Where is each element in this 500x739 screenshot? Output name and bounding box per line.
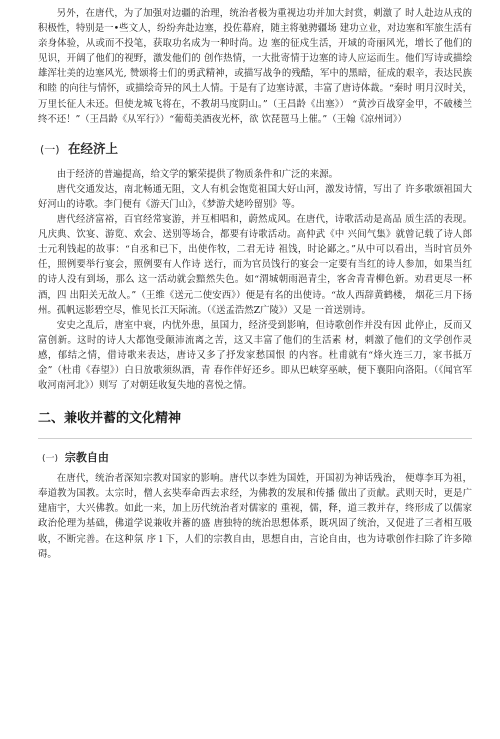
section-number: (一): [40, 142, 60, 156]
paragraph: 由于经济的普遍提高，给文学的繁荣提供了物质条件和广泛的来源。: [56, 168, 339, 180]
economy-section: [38, 167, 472, 393]
section-title: 宗教自由: [64, 451, 109, 465]
paragraph: 唐代交通发达，南北畅通无阻，文人有机会饱览祖国大好山河，激发诗情，写出了 许多歌颂祖国大好河山的诗歌。李门便有《游天门山》，《梦游犬姥吟留别》等。: [38, 183, 472, 210]
paragraph: 安史之乱后，唐室中衰，内忧外患，虽国力，经济受到影响，但诗歌创作并没有因 此停止，反而又富创新。这时的诗人大都饱受颠沛流离之苦，这又丰富了他们的生活素 材，刺激了他们的文学创作灵感，郁结之情，借诗歌来表达，唐诗又多了抒发家愁国恨 的内容。杜甫就有“烽火连三刀，家书抵万金”（杜甫《春望》）白日放歌须纵酒，青 春作伴好还乡。即从巴峡穿巫峡，便下襄阳向洛阳。（《闻官军收河南河北》）则写 了对朝廷收复失地的喜悦之情。: [38, 319, 472, 392]
paragraph: 唐代经济富裕，百官经常宴游，并互相唱和，蔚然成风。在唐代，诗歌活动是高品 质生活的表现。凡庆典、饮宴、游览、欢会、送别等场合，都要有诗歌活动。高仲武《中 兴间气集》就曾记载了诗人郎士元利钱起的故事：“自丞和已下，出使作牧，二君无诗 祖饯，时论鄙之。”从中可以看出，当时官员外任，照例要举行宴会，照例要有人作诗 送行，而为官员饯行的宴会一定要有当红的诗人参加，如果当红的诗人没有到场，那么 这一活动就会黯然失色。如“渭城朝雨浥青尘，客舍青青柳色新。劝君更尽一杯酒，四 出阳关无故人。”（王维《送元二使安西》）便是有名的出使诗。“故人西辞黄鹤楼， 烟花三月下扬州。孤帆远影碧空尽，惟见长江天际流。（《送孟浩然Z广陵》）又是 一首送别诗。: [38, 214, 472, 316]
religion-section: [38, 471, 472, 562]
section-heading-religion: [42, 449, 472, 465]
paragraph: 另外，在唐代，为了加强对边疆的治理，统治者极为重视边功并加大封赏，刺激了 时人赴边从戎的积极性，特别是一•些文人，纷纷奔赴边塞，投佐幕府，随主将驰骋疆场 建功立业，对边塞和军旅生活有亲身体验，从或而不投笔，获取功名成为一种时尚。边 塞的征戍生活，开域的奇丽风光，增长了他们的见识，开阔了他们的视野，激发他们的 创作热情，一大批寄情于边塞的诗人应运而生。他们写诗或描绘雄浑壮美的边塞风光, 赞颂将士们的勇武精神，或描写战争的残酷，军中的黑暗，征成的艰辛，表达民族和睦 的向往与情怀，或描绘奇异的风土人情。于是有了边塞诗派，丰富了唐诗体裁。“秦时 明月汉时关，万里长征人未还。但使龙城飞将在，不教胡马度阴山。”（王昌龄《出塞》） “黄沙百战穿金甲，不破楼兰终不还！”（王昌龄《从军行》）“葡萄美酒夜光杯，欲 饮琵琶马上催。”（王翰《凉州词》）: [38, 8, 472, 125]
paragraph: 在唐代，统治者深知宗教对国家的影响。唐代以李姓为国姓，开国初为神话残治， 便尊李耳为祖，奉道教为国教。太宗时，僧人玄奘奉命西去求经，为佛教的发展和传播 做出了贡献。武则天时，更是广建庙宇，大兴佛教。如此一来，加上历代统治者对儒家的 重视，儒，释，道三教并存，终形成了以儒家政治伦理为基础，佛道学说兼收并蓄的盛 唐独特的统治思想体系，既巩固了统治，又促进了三者相互吸收，不断完善。在这种氛 序 l 下，人们的宗教自由，思想自由，言论自由，也为诗歌创作扫除了许多障碍。: [38, 473, 472, 560]
chapter-heading: 二、兼收并蓄的文化精神: [38, 411, 182, 427]
heading-divider: [38, 438, 472, 439]
intro-section: [38, 6, 472, 127]
section-heading-economy: [40, 139, 472, 157]
section-number: (一): [42, 454, 59, 465]
section-title: 在经济上: [67, 140, 118, 156]
